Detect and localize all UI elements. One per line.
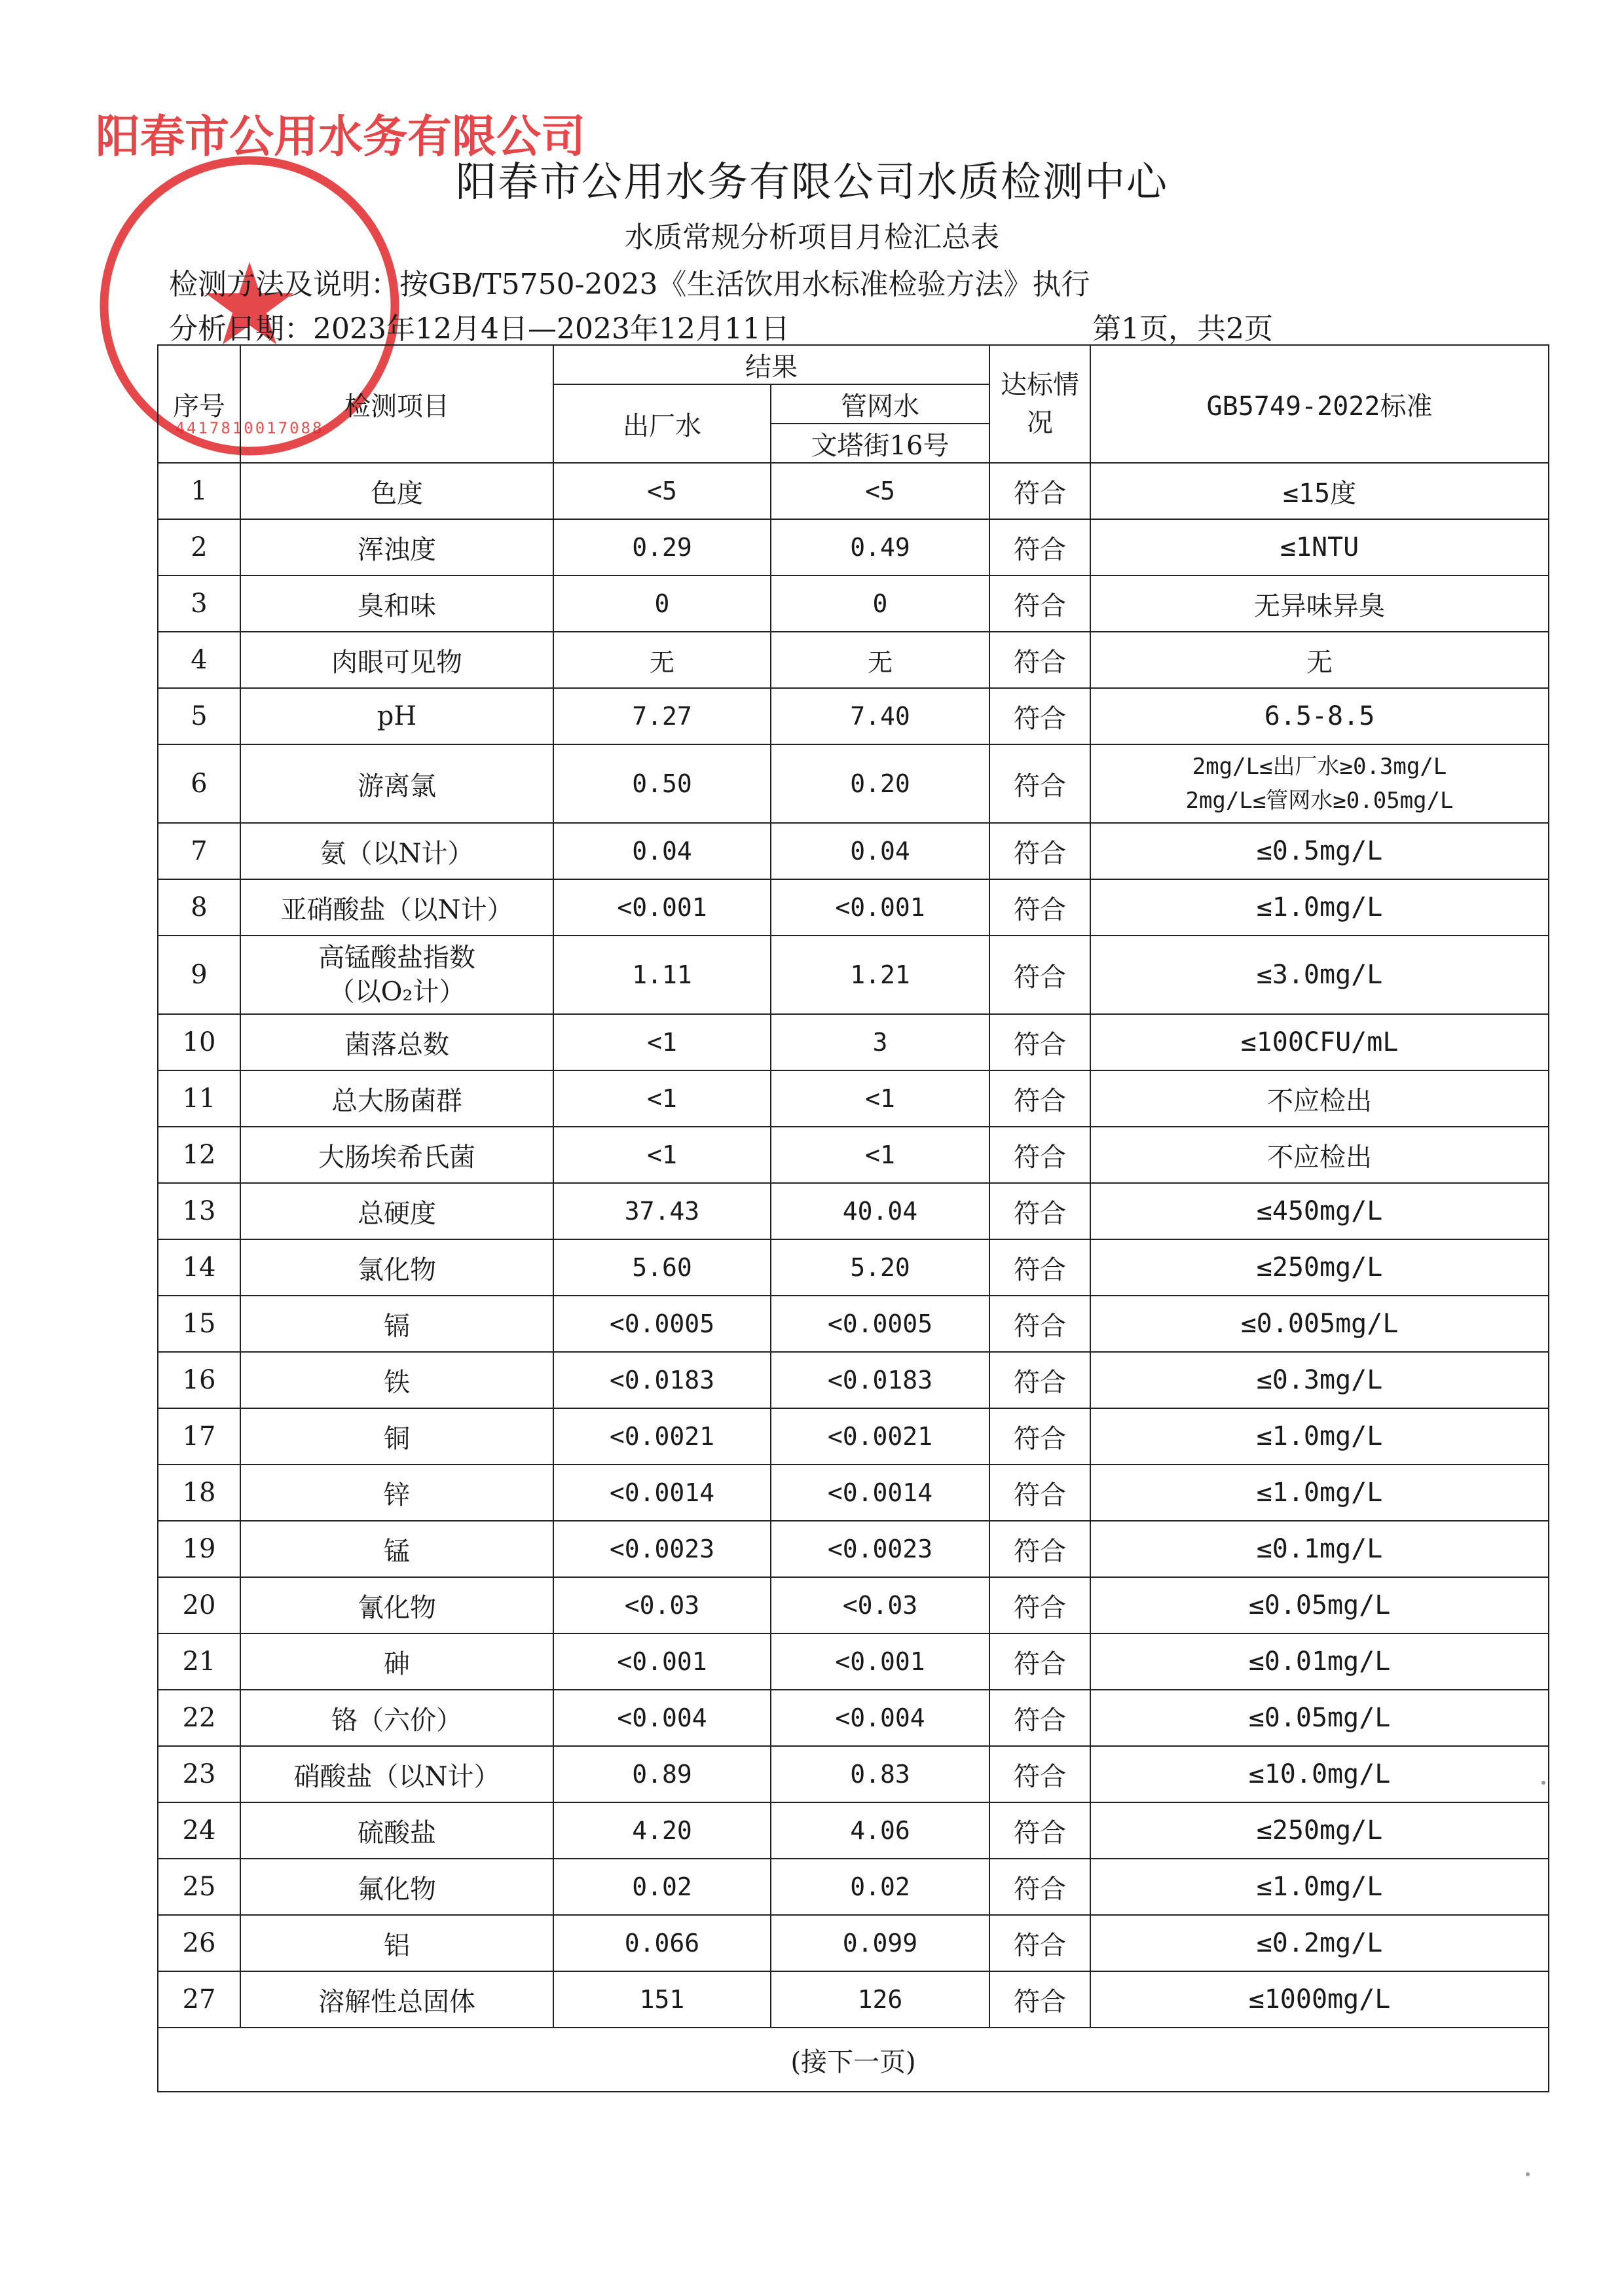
factory-value: 0.50 xyxy=(553,744,771,823)
pipe-value: 0.83 xyxy=(771,1746,989,1802)
item-name-line2: （以O₂计） xyxy=(328,977,466,1007)
standard-limit: ≤100CFU/mL xyxy=(1090,1014,1549,1070)
factory-value: <0.03 xyxy=(553,1577,771,1633)
item-name: 氰化物 xyxy=(240,1577,553,1633)
standard-limit: 无异味异臭 xyxy=(1090,575,1549,632)
factory-value: 0.89 xyxy=(553,1746,771,1802)
header-standard: GB5749-2022标准 xyxy=(1090,345,1549,463)
item-name: 氨（以N计） xyxy=(240,823,553,879)
compliance-status: 符合 xyxy=(989,575,1090,632)
standard-limit: ≤0.005mg/L xyxy=(1090,1296,1549,1352)
compliance-status: 符合 xyxy=(989,823,1090,879)
row-number: 20 xyxy=(158,1577,240,1633)
item-name: 锰 xyxy=(240,1521,553,1577)
item-name: 亚硝酸盐（以N计） xyxy=(240,879,553,936)
pipe-value: <0.0014 xyxy=(771,1465,989,1521)
standard-limit: ≤250mg/L xyxy=(1090,1802,1549,1859)
factory-value: <0.001 xyxy=(553,879,771,936)
factory-value: <1 xyxy=(553,1127,771,1183)
standard-limit: ≤0.5mg/L xyxy=(1090,823,1549,879)
table-row xyxy=(158,823,1549,879)
compliance-status: 符合 xyxy=(989,936,1090,1014)
header-seq: 序号 xyxy=(158,345,240,463)
scan-speck xyxy=(1526,2172,1530,2176)
factory-value: <0.001 xyxy=(553,1633,771,1690)
table-row xyxy=(158,1746,1549,1802)
table-row xyxy=(158,1690,1549,1746)
org-title: 阳春市公用水务有限公司水质检测中心 xyxy=(455,158,1168,206)
pipe-value: <0.001 xyxy=(771,879,989,936)
factory-value: 0.02 xyxy=(553,1859,771,1915)
item-name: 硫酸盐 xyxy=(240,1802,553,1859)
item-name: 臭和味 xyxy=(240,575,553,632)
factory-value: 0.29 xyxy=(553,519,771,575)
table-row xyxy=(158,1070,1549,1127)
table-row xyxy=(158,1183,1549,1239)
row-number: 2 xyxy=(158,519,240,575)
pipe-value: 0.099 xyxy=(771,1915,989,1971)
page-info: 第1页，共2页 xyxy=(1092,312,1273,346)
pipe-value: 126 xyxy=(771,1971,989,2028)
pipe-value: 0.04 xyxy=(771,823,989,879)
factory-value: <0.0005 xyxy=(553,1296,771,1352)
pipe-value: <0.001 xyxy=(771,1633,989,1690)
compliance-status: 符合 xyxy=(989,1746,1090,1802)
row-number: 22 xyxy=(158,1690,240,1746)
row-number: 25 xyxy=(158,1859,240,1915)
row-number: 13 xyxy=(158,1183,240,1239)
standard-limit: ≤0.1mg/L xyxy=(1090,1521,1549,1577)
standard-limit: ≤1.0mg/L xyxy=(1090,879,1549,936)
factory-value: 151 xyxy=(553,1971,771,2028)
table-row xyxy=(158,688,1549,744)
standard-limit: ≤15度 xyxy=(1090,463,1549,519)
compliance-status: 符合 xyxy=(989,1802,1090,1859)
compliance-status: 符合 xyxy=(989,1127,1090,1183)
factory-value: <0.0183 xyxy=(553,1352,771,1408)
row-number: 4 xyxy=(158,632,240,688)
factory-value: 37.43 xyxy=(553,1183,771,1239)
item-name: 铝 xyxy=(240,1915,553,1971)
table-row xyxy=(158,463,1549,519)
compliance-status: 符合 xyxy=(989,1690,1090,1746)
item-name: 游离氯 xyxy=(240,744,553,823)
item-name: 大肠埃希氏菌 xyxy=(240,1127,553,1183)
pipe-value: 0.20 xyxy=(771,744,989,823)
compliance-status: 符合 xyxy=(989,1577,1090,1633)
table-row xyxy=(158,936,1549,1014)
row-number: 21 xyxy=(158,1633,240,1690)
item-name: 硝酸盐（以N计） xyxy=(240,1746,553,1802)
standard-limit: ≤0.01mg/L xyxy=(1090,1633,1549,1690)
header-pipe: 管网水 xyxy=(771,384,989,424)
row-number: 27 xyxy=(158,1971,240,2028)
factory-value: 0.066 xyxy=(553,1915,771,1971)
table-row xyxy=(158,575,1549,632)
row-number: 17 xyxy=(158,1408,240,1465)
standard-limit: ≤3.0mg/L xyxy=(1090,936,1549,1014)
factory-value: <0.0021 xyxy=(553,1408,771,1465)
row-number: 26 xyxy=(158,1915,240,1971)
compliance-status: 符合 xyxy=(989,1971,1090,2028)
standard-limit: ≤1.0mg/L xyxy=(1090,1859,1549,1915)
compliance-status: 符合 xyxy=(989,1633,1090,1690)
row-number: 14 xyxy=(158,1239,240,1296)
row-number: 8 xyxy=(158,879,240,936)
factory-value: 无 xyxy=(553,632,771,688)
compliance-status: 符合 xyxy=(989,1915,1090,1971)
compliance-status: 符合 xyxy=(989,1859,1090,1915)
item-name: 溶解性总固体 xyxy=(240,1971,553,2028)
table-row xyxy=(158,1408,1549,1465)
factory-value: <1 xyxy=(553,1014,771,1070)
compliance-status: 符合 xyxy=(989,879,1090,936)
header-compliance: 达标情况 xyxy=(989,345,1090,463)
pipe-value: <0.0023 xyxy=(771,1521,989,1577)
compliance-status: 符合 xyxy=(989,1465,1090,1521)
item-name: pH xyxy=(240,688,553,744)
table-row xyxy=(158,879,1549,936)
standard-limit: ≤0.05mg/L xyxy=(1090,1690,1549,1746)
header-pipe-location: 文塔街16号 xyxy=(771,424,989,463)
pipe-value: <5 xyxy=(771,463,989,519)
pipe-value: 7.40 xyxy=(771,688,989,744)
standard-line2: 2mg/L≤管网水≥0.05mg/L xyxy=(1185,788,1454,814)
continued-note: (接下一页) xyxy=(158,2028,1549,2092)
table-row xyxy=(158,744,1549,823)
factory-value: 7.27 xyxy=(553,688,771,744)
row-number: 10 xyxy=(158,1014,240,1070)
table-row xyxy=(158,1014,1549,1070)
row-number: 15 xyxy=(158,1296,240,1352)
compliance-status: 符合 xyxy=(989,1239,1090,1296)
item-name: 肉眼可见物 xyxy=(240,632,553,688)
pipe-value: 5.20 xyxy=(771,1239,989,1296)
row-number: 5 xyxy=(158,688,240,744)
compliance-status: 符合 xyxy=(989,463,1090,519)
row-number: 24 xyxy=(158,1802,240,1859)
factory-value: 0 xyxy=(553,575,771,632)
row-number: 7 xyxy=(158,823,240,879)
pipe-value: <0.0183 xyxy=(771,1352,989,1408)
compliance-status: 符合 xyxy=(989,744,1090,823)
item-name: 氟化物 xyxy=(240,1859,553,1915)
item-name: 总大肠菌群 xyxy=(240,1070,553,1127)
pipe-value: 0 xyxy=(771,575,989,632)
standard-limit: ≤0.05mg/L xyxy=(1090,1577,1549,1633)
factory-value: 0.04 xyxy=(553,823,771,879)
row-number: 3 xyxy=(158,575,240,632)
compliance-status: 符合 xyxy=(989,632,1090,688)
table-row xyxy=(158,1239,1549,1296)
row-number: 12 xyxy=(158,1127,240,1183)
item-name xyxy=(240,936,553,1014)
standard-line1: 2mg/L≤出厂水≥0.3mg/L xyxy=(1192,754,1447,780)
scan-speck xyxy=(1541,1781,1545,1785)
standard-limit: ≤1.0mg/L xyxy=(1090,1408,1549,1465)
table-row xyxy=(158,1802,1549,1859)
standard-limit xyxy=(1090,744,1549,823)
pipe-value: 无 xyxy=(771,632,989,688)
item-name: 菌落总数 xyxy=(240,1014,553,1070)
pipe-value: 0.49 xyxy=(771,519,989,575)
table-row xyxy=(158,632,1549,688)
pipe-value: <0.0005 xyxy=(771,1296,989,1352)
report-title: 水质常规分析项目月检汇总表 xyxy=(625,221,999,254)
compliance-status: 符合 xyxy=(989,1408,1090,1465)
table-row xyxy=(158,519,1549,575)
factory-value: <1 xyxy=(553,1070,771,1127)
seal-code: 4417810017088 xyxy=(175,419,324,437)
results-table xyxy=(157,344,1549,2092)
item-name: 浑浊度 xyxy=(240,519,553,575)
table-row xyxy=(158,1465,1549,1521)
table-row xyxy=(158,1633,1549,1690)
row-number: 23 xyxy=(158,1746,240,1802)
item-name: 总硬度 xyxy=(240,1183,553,1239)
factory-value: <5 xyxy=(553,463,771,519)
table-row xyxy=(158,1127,1549,1183)
compliance-status: 符合 xyxy=(989,688,1090,744)
factory-value: <0.004 xyxy=(553,1690,771,1746)
pipe-value: <0.0021 xyxy=(771,1408,989,1465)
table-row xyxy=(158,1296,1549,1352)
factory-value: 4.20 xyxy=(553,1802,771,1859)
compliance-status: 符合 xyxy=(989,519,1090,575)
compliance-status: 符合 xyxy=(989,1296,1090,1352)
standard-limit: ≤1.0mg/L xyxy=(1090,1465,1549,1521)
row-number: 18 xyxy=(158,1465,240,1521)
table-row xyxy=(158,1915,1549,1971)
factory-value: 5.60 xyxy=(553,1239,771,1296)
pipe-value: 1.21 xyxy=(771,936,989,1014)
standard-limit: ≤10.0mg/L xyxy=(1090,1746,1549,1802)
table-row xyxy=(158,1352,1549,1408)
standard-limit: ≤450mg/L xyxy=(1090,1183,1549,1239)
pipe-value: 4.06 xyxy=(771,1802,989,1859)
date-line: 分析日期：2023年12月4日—2023年12月11日 xyxy=(169,312,790,346)
item-name: 砷 xyxy=(240,1633,553,1690)
compliance-status: 符合 xyxy=(989,1014,1090,1070)
row-number: 1 xyxy=(158,463,240,519)
standard-limit: ≤1000mg/L xyxy=(1090,1971,1549,2028)
standard-limit: 不应检出 xyxy=(1090,1127,1549,1183)
item-name: 铜 xyxy=(240,1408,553,1465)
standard-limit: ≤0.3mg/L xyxy=(1090,1352,1549,1408)
compliance-status: 符合 xyxy=(989,1521,1090,1577)
table-row xyxy=(158,1577,1549,1633)
item-name: 铁 xyxy=(240,1352,553,1408)
method-line: 检测方法及说明：按GB/T5750-2023《生活饮用水标准检验方法》执行 xyxy=(169,268,1090,301)
pipe-value: 40.04 xyxy=(771,1183,989,1239)
pipe-value: 0.02 xyxy=(771,1859,989,1915)
standard-limit: 6.5-8.5 xyxy=(1090,688,1549,744)
pipe-value: 3 xyxy=(771,1014,989,1070)
row-number: 19 xyxy=(158,1521,240,1577)
factory-value: <0.0014 xyxy=(553,1465,771,1521)
header-item: 检测项目 xyxy=(240,345,553,463)
item-name: 色度 xyxy=(240,463,553,519)
item-name: 氯化物 xyxy=(240,1239,553,1296)
item-name: 镉 xyxy=(240,1296,553,1352)
standard-limit: ≤250mg/L xyxy=(1090,1239,1549,1296)
compliance-status: 符合 xyxy=(989,1070,1090,1127)
standard-limit: 不应检出 xyxy=(1090,1070,1549,1127)
pipe-value: <0.004 xyxy=(771,1690,989,1746)
item-name-line1: 高锰酸盐指数 xyxy=(318,943,475,973)
standard-limit: ≤0.2mg/L xyxy=(1090,1915,1549,1971)
standard-limit: 无 xyxy=(1090,632,1549,688)
factory-value: <0.0023 xyxy=(553,1521,771,1577)
footer-row xyxy=(158,2028,1549,2092)
item-name: 铬（六价） xyxy=(240,1690,553,1746)
row-number: 6 xyxy=(158,744,240,823)
row-number: 16 xyxy=(158,1352,240,1408)
row-number: 11 xyxy=(158,1070,240,1127)
header-result: 结果 xyxy=(553,345,989,384)
item-name: 锌 xyxy=(240,1465,553,1521)
factory-value: 1.11 xyxy=(553,936,771,1014)
pipe-value: <1 xyxy=(771,1070,989,1127)
table-row xyxy=(158,1521,1549,1577)
pipe-value: <1 xyxy=(771,1127,989,1183)
seal-text: 阳春市公用水务有限公司 xyxy=(96,111,586,163)
compliance-status: 符合 xyxy=(989,1183,1090,1239)
table-row xyxy=(158,1859,1549,1915)
row-number: 9 xyxy=(158,936,240,1014)
compliance-status: 符合 xyxy=(989,1352,1090,1408)
pipe-value: <0.03 xyxy=(771,1577,989,1633)
header-factory: 出厂水 xyxy=(553,384,771,463)
standard-limit: ≤1NTU xyxy=(1090,519,1549,575)
table-row xyxy=(158,1971,1549,2028)
